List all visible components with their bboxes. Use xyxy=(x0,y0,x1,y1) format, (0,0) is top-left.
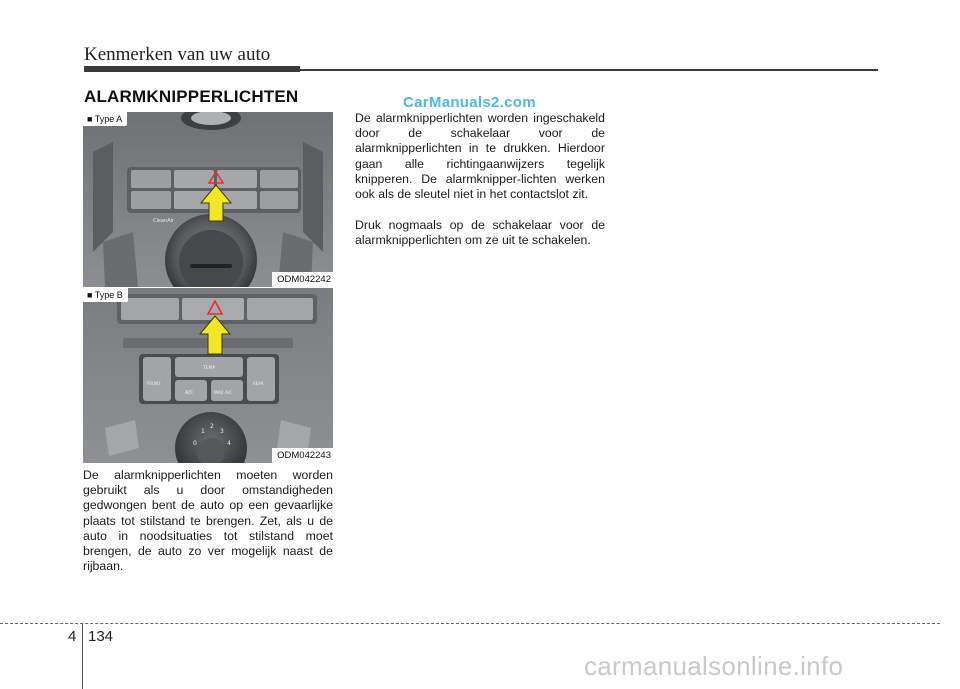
watermark-bottom[interactable]: carmanualsonline.info xyxy=(584,651,844,681)
figure-type-a-code: ODM042242 xyxy=(272,272,333,287)
clean-air-text: CleanAir xyxy=(153,218,175,224)
fan-speed-3: 3 xyxy=(220,428,224,435)
header-rule-thick xyxy=(84,66,300,72)
fan-speed-4: 4 xyxy=(227,440,231,447)
fan-speed-1: 1 xyxy=(201,428,205,435)
figure-type-b-label: ■ Type B xyxy=(83,288,128,302)
figure-type-a-label: ■ Type A xyxy=(83,112,127,126)
fan-speed-0: 0 xyxy=(193,440,197,447)
header-rule-thin xyxy=(300,69,878,71)
figure-type-a xyxy=(83,112,333,287)
body-paragraph-left: De alarmknipperlichten moeten worden gebruikt als u door omstandigheden gedwongen bent de auto op een gevaarlijke plaats tot stilstand te brengen. Zet, als u de auto in noodsituaties tot stilstand moet brengen, de auto zo ver mogelijk naast de rijbaan. xyxy=(83,468,333,574)
temp-label: TEMP xyxy=(203,366,216,371)
figure-type-b-code: ODM042243 xyxy=(272,448,333,463)
fan-speed-2: 2 xyxy=(210,423,214,430)
max-ac-label: MAX A/C xyxy=(214,391,233,396)
figure-type-b xyxy=(83,287,333,463)
watermark-top[interactable]: CarManuals2.com xyxy=(403,94,536,111)
page-header-title: Kenmerken van uw auto xyxy=(84,44,271,65)
body-paragraph-right-2: Druk nogmaals op de schakelaar voor de alarmknipperlichten om ze uit te schakelen. xyxy=(355,218,605,248)
section-heading: ALARMKNIPPERLICHTEN xyxy=(84,87,299,106)
dashboard-photo-b xyxy=(83,288,333,463)
dashboard-photo-a xyxy=(83,112,333,287)
chapter-number: 4 xyxy=(68,628,77,645)
ac-label: A/C xyxy=(185,390,194,396)
footer-divider xyxy=(0,623,940,624)
body-paragraph-right-1: De alarmknipperlichten worden ingeschakeld door de schakelaar voor de alarmknipperlichten in te drukken. Hierdoor gaan alle richtingaanwijzers tegelijk knipperen. De alarmknipper-lichten werken ook als de sleutel niet in het contactslot zit. xyxy=(355,111,605,202)
footer-vertical-rule xyxy=(82,624,83,689)
front-label: FRONT xyxy=(147,381,161,386)
page-number: 134 xyxy=(88,628,114,645)
rear-label: REAR xyxy=(253,381,264,386)
